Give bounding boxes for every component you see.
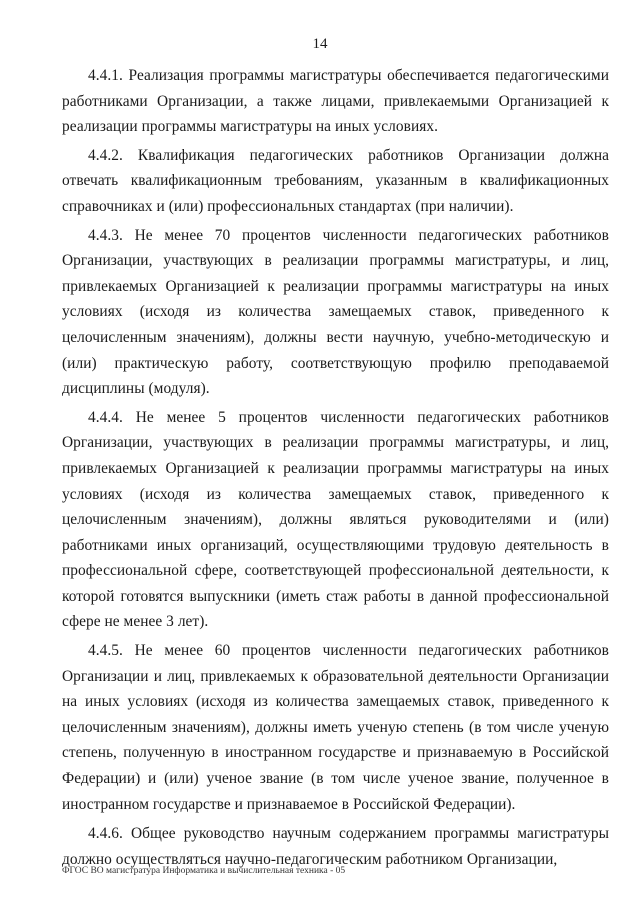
paragraph-4-4-6: 4.4.6. Общее руководство научным содержанием программы магистратуры должно осуществляться научно-педагогическим работником Организации, — [62, 825, 609, 868]
paragraph-4-4-5: 4.4.5. Не менее 60 процентов численности педагогических работников Организации и лиц, привлекаемых к образовательной деятельности Организации на иных условиях (исходя из количества замещаемых ставок, приведенного к целочисленным значениям), должны иметь ученую степень (в том числе ученую степень, полученную в иностранном государстве и признаваемую в Российской Федерации) и (или) ученое звание (в том числе ученое звание, полученное в иностранном государстве и признаваемое в Российской Федерации). — [62, 642, 609, 813]
paragraph-4-4-2: 4.4.2. Квалификация педагогических работников Организации должна отвечать квалификационным требованиям, указанным в квалификационных справочниках и (или) профессиональных стандартах (при наличии). — [62, 146, 609, 215]
paragraph-4-4-1: 4.4.1. Реализация программы магистратуры обеспечивается педагогическими работниками Организации, а также лицами, привлекаемыми Организацией к реализации программы магистратуры на иных условиях. — [62, 67, 609, 136]
document-body — [62, 63, 609, 872]
paragraph-4-4-3: 4.4.3. Не менее 70 процентов численности педагогических работников Организации, участвующих в реализации программы магистратуры, и лиц, привлекаемых Организацией к реализации программы магистратуры на иных условиях (исходя из количества замещаемых ставок, приведенного к целочисленным значениям), должны вести научную, учебно-методическую и (или) практическую работу, соответствующую профилю преподаваемой дисциплины (модуля). — [62, 226, 609, 398]
paragraph-4-4-4: 4.4.4. Не менее 5 процентов численности педагогических работников Организации, участвующих в реализации программы магистратуры, и лиц, привлекаемых Организацией к реализации программы магистратуры на иных условиях (исходя из количества замещаемых ставок, приведенного к целочисленным значениям), должны являться руководителями и (или) работниками иных организаций, осуществляющими трудовую деятельность в профессиональной сфере, соответствующей профессиональной деятельности, к которой готовятся выпускники (иметь стаж работы в данной профессиональной сфере не менее 3 лет). — [62, 408, 609, 631]
page-number: 14 — [312, 36, 328, 52]
page-footer: ФГОС ВО магистратура Информатика и вычислительная техника - 05 — [62, 866, 346, 876]
